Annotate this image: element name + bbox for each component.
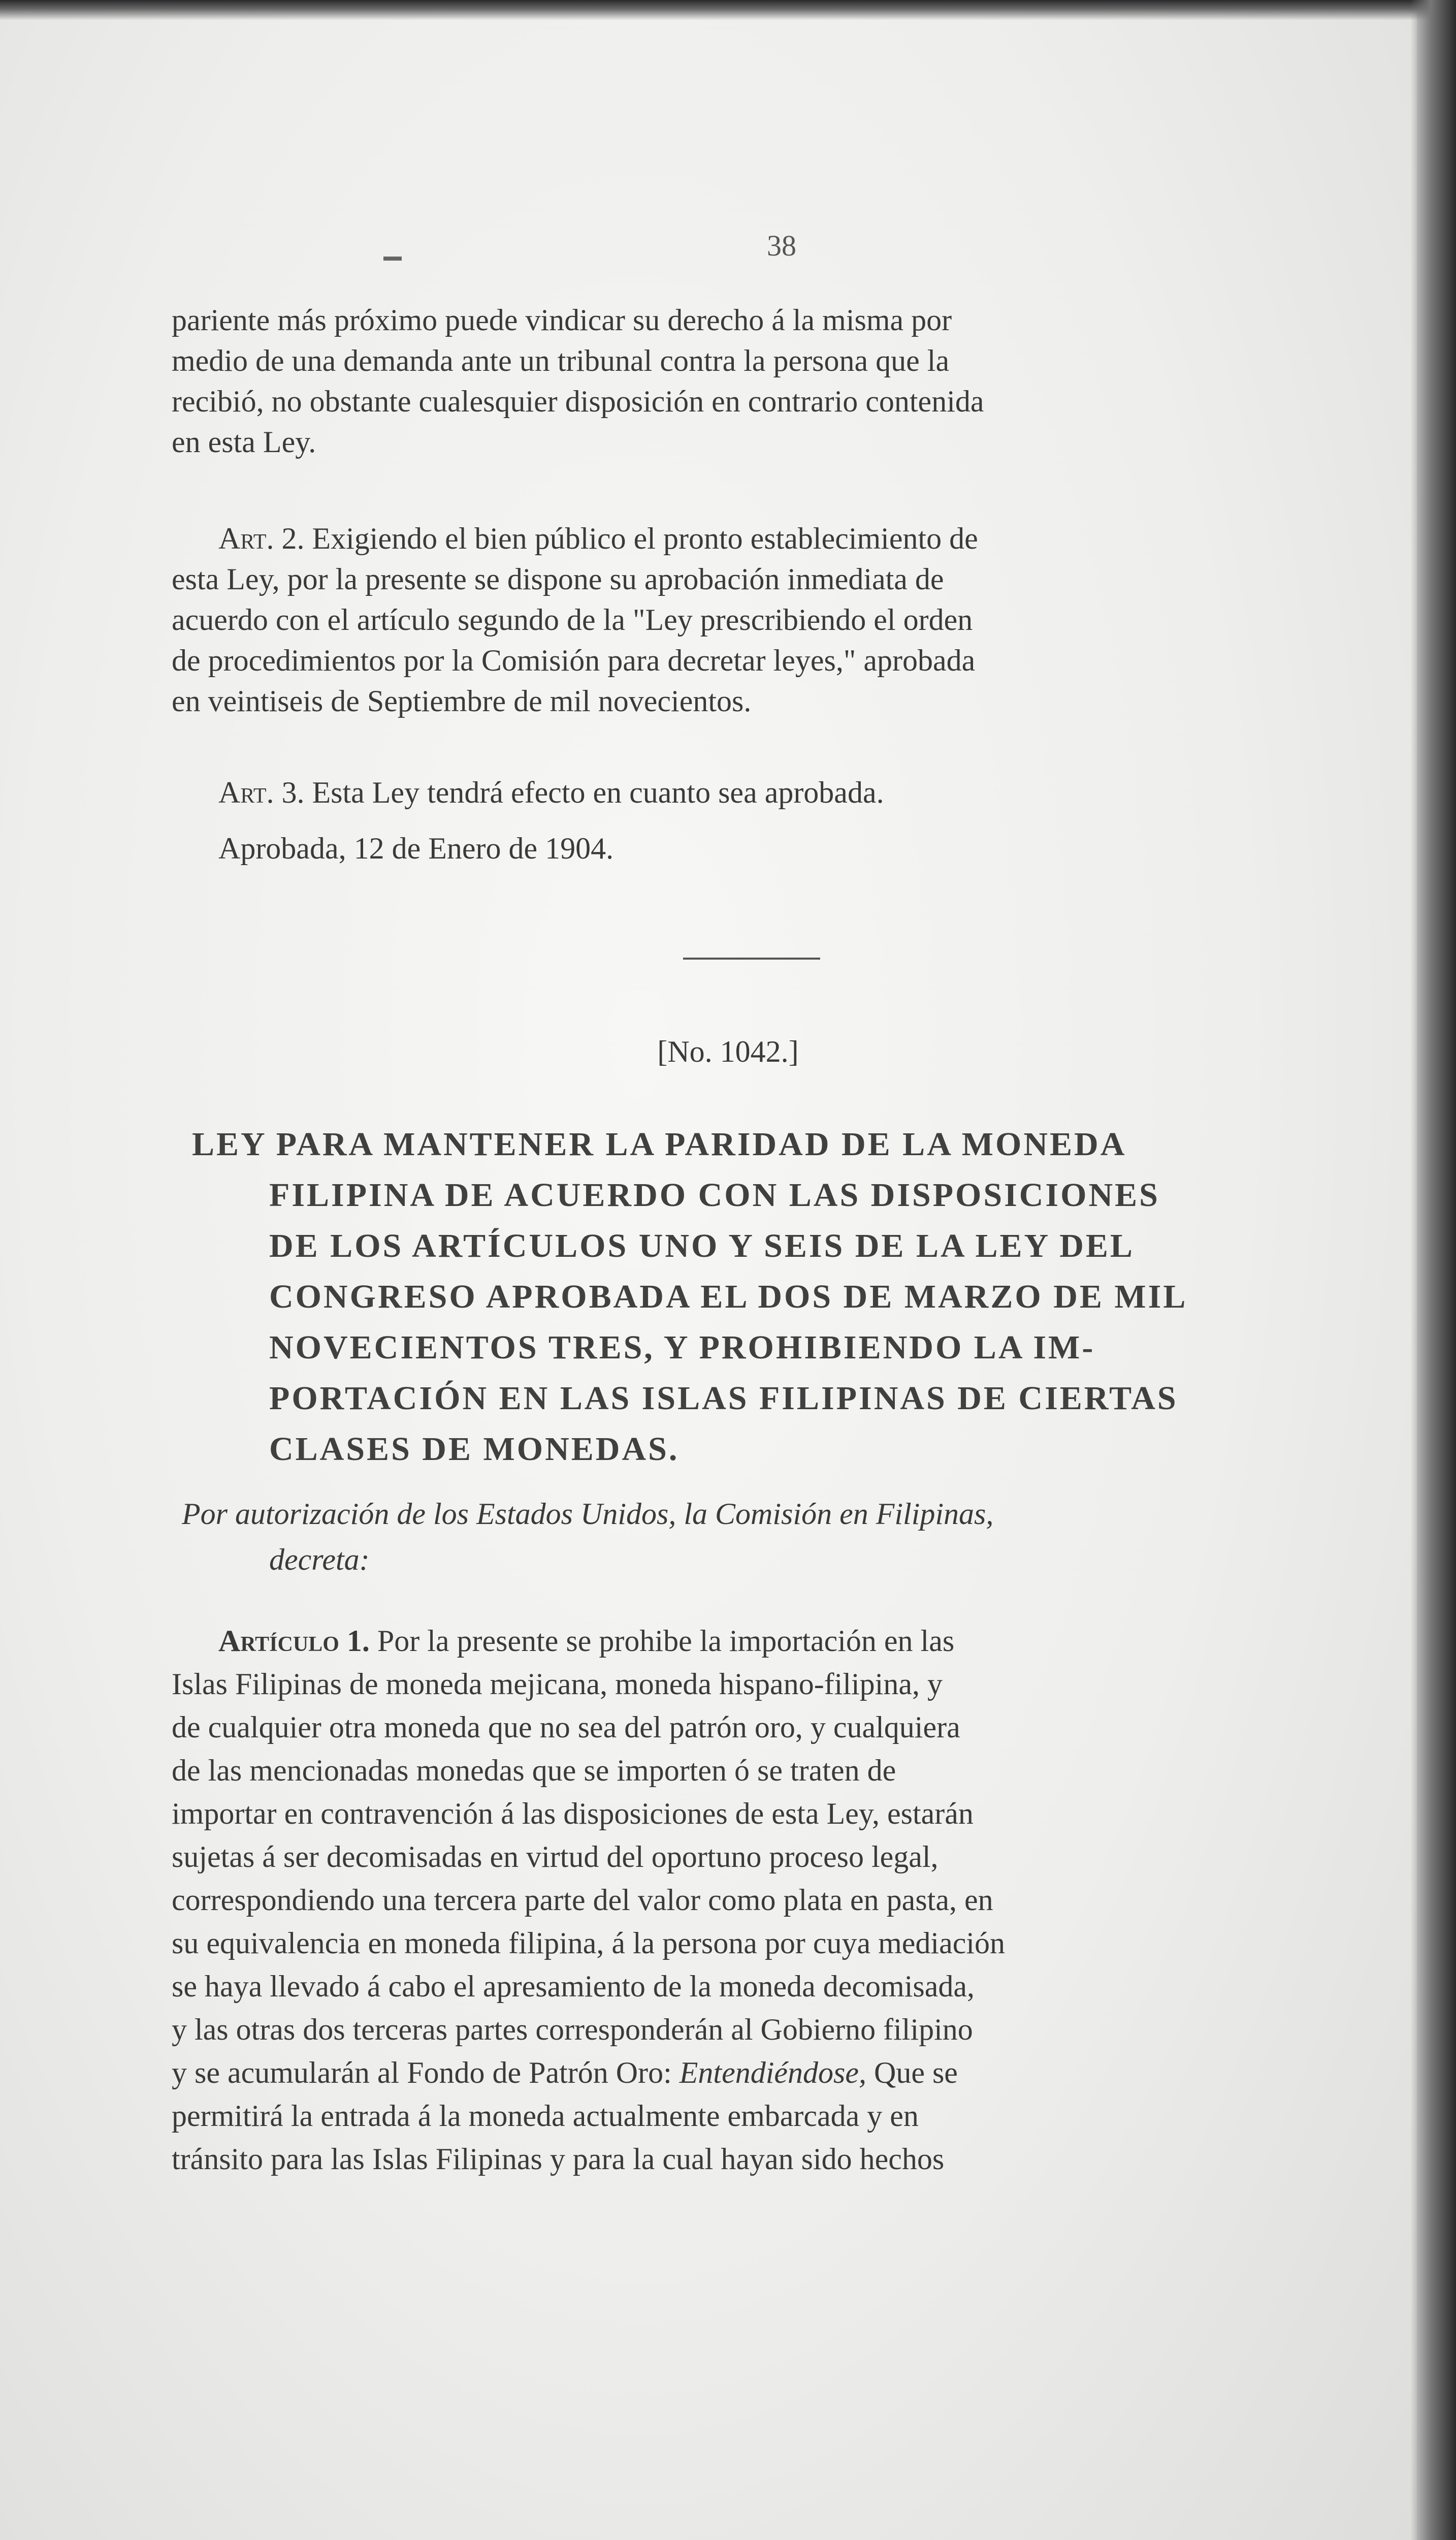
- act-title-line-5: NOVECIENTOS TRES, Y PROHIBIENDO LA IM-: [269, 1329, 1095, 1366]
- art2-label: Art. 2.: [218, 522, 305, 555]
- section-divider: [683, 958, 820, 960]
- page-number: 38: [767, 229, 796, 262]
- act-title-line-2: FILIPINA DE ACUERDO CON LAS DISPOSICIONES: [269, 1177, 1160, 1214]
- art2-line-1: [218, 523, 978, 554]
- approval-date: Aprobada, 12 de Enero de 1904.: [218, 832, 614, 865]
- act-title-line-4: CONGRESO APROBADA EL DOS DE MARZO DE MIL: [269, 1278, 1188, 1315]
- continuation-line-4: en esta Ley.: [172, 425, 316, 459]
- art2-line-5: en veintiseis de Septiembre de mil novecientos.: [172, 684, 752, 718]
- act-title-line-7: CLASES DE MONEDAS.: [269, 1431, 680, 1468]
- article1-line-1: [218, 1626, 954, 1656]
- article1-line-2: Islas Filipinas de moneda mejicana, moneda hispano-filipina, y: [172, 1667, 943, 1701]
- enactment-line-2: decreta:: [269, 1543, 370, 1576]
- article1-line-12: permitirá la entrada á la moneda actualmente embarcada y en: [172, 2099, 919, 2133]
- article1-line-5: importar en contravención á las disposiciones de esta Ley, estarán: [172, 1797, 974, 1830]
- art3-line: [218, 777, 884, 808]
- article1-line-6: sujetas á ser decomisadas en virtud del oportuno proceso legal,: [172, 1840, 939, 1874]
- scan-shadow-right: [1410, 0, 1456, 2540]
- article1-line-8: su equivalencia en moneda filipina, á la persona por cuya mediación: [172, 1926, 1006, 1960]
- continuation-line-3: recibió, no obstante cualesquier disposición en contrario contenida: [172, 385, 984, 418]
- header-dash: [383, 257, 402, 261]
- article1-line-3: de cualquier otra moneda que no sea del patrón oro, y cualquiera: [172, 1710, 960, 1744]
- act-title-line-6: PORTACIÓN EN LAS ISLAS FILIPINAS DE CIERTAS: [269, 1380, 1178, 1417]
- article1-line-7: correspondiendo una tercera parte del valor como plata en pasta, en: [172, 1883, 993, 1917]
- article1-text-1: Por la presente se prohibe la importación en las: [377, 1624, 955, 1658]
- art2-text-1: Exigiendo el bien público el pronto establecimiento de: [312, 522, 978, 555]
- proviso-text: Que se: [874, 2056, 958, 2089]
- article1-line-9: se haya llevado á cabo el apresamiento de la moneda decomisada,: [172, 1970, 975, 2003]
- art2-line-2: esta Ley, por la presente se dispone su aprobación inmediata de: [172, 562, 944, 596]
- act-title-line-3: DE LOS ARTÍCULOS UNO Y SEIS DE LA LEY DEL: [269, 1227, 1135, 1264]
- art3-text: Esta Ley tendrá efecto en cuanto sea aprobada.: [312, 776, 884, 809]
- enactment-line-1: Por autorización de los Estados Unidos, la Comisión en Filipinas,: [182, 1497, 994, 1531]
- act-title-line-1: LEY PARA MANTENER LA PARIDAD DE LA MONEDA: [192, 1126, 1127, 1163]
- article1-line-11: [172, 2057, 958, 2088]
- article1-line-13: tránsito para las Islas Filipinas y para la cual hayan sido hechos: [172, 2142, 945, 2176]
- article1-line-10: y las otras dos terceras partes corresponderán al Gobierno filipino: [172, 2013, 973, 2046]
- proviso-italic: Entendiéndose,: [679, 2056, 866, 2089]
- act-number: [No. 1042.]: [657, 1035, 799, 1068]
- continuation-line-1: pariente más próximo puede vindicar su derecho á la misma por: [172, 303, 952, 337]
- art3-label: Art. 3.: [218, 776, 305, 809]
- article1-text-11: y se acumularán al Fondo de Patrón Oro:: [172, 2056, 672, 2089]
- art2-line-3: acuerdo con el artículo segundo de la "Ley prescribiendo el orden: [172, 603, 973, 637]
- scan-shadow-top: [0, 0, 1456, 20]
- art2-line-4: de procedimientos por la Comisión para decretar leyes," aprobada: [172, 644, 976, 677]
- article1-label: Artículo 1.: [218, 1624, 370, 1658]
- article1-line-4: de las mencionadas monedas que se importen ó se traten de: [172, 1754, 896, 1787]
- continuation-line-2: medio de una demanda ante un tribunal contra la persona que la: [172, 344, 950, 377]
